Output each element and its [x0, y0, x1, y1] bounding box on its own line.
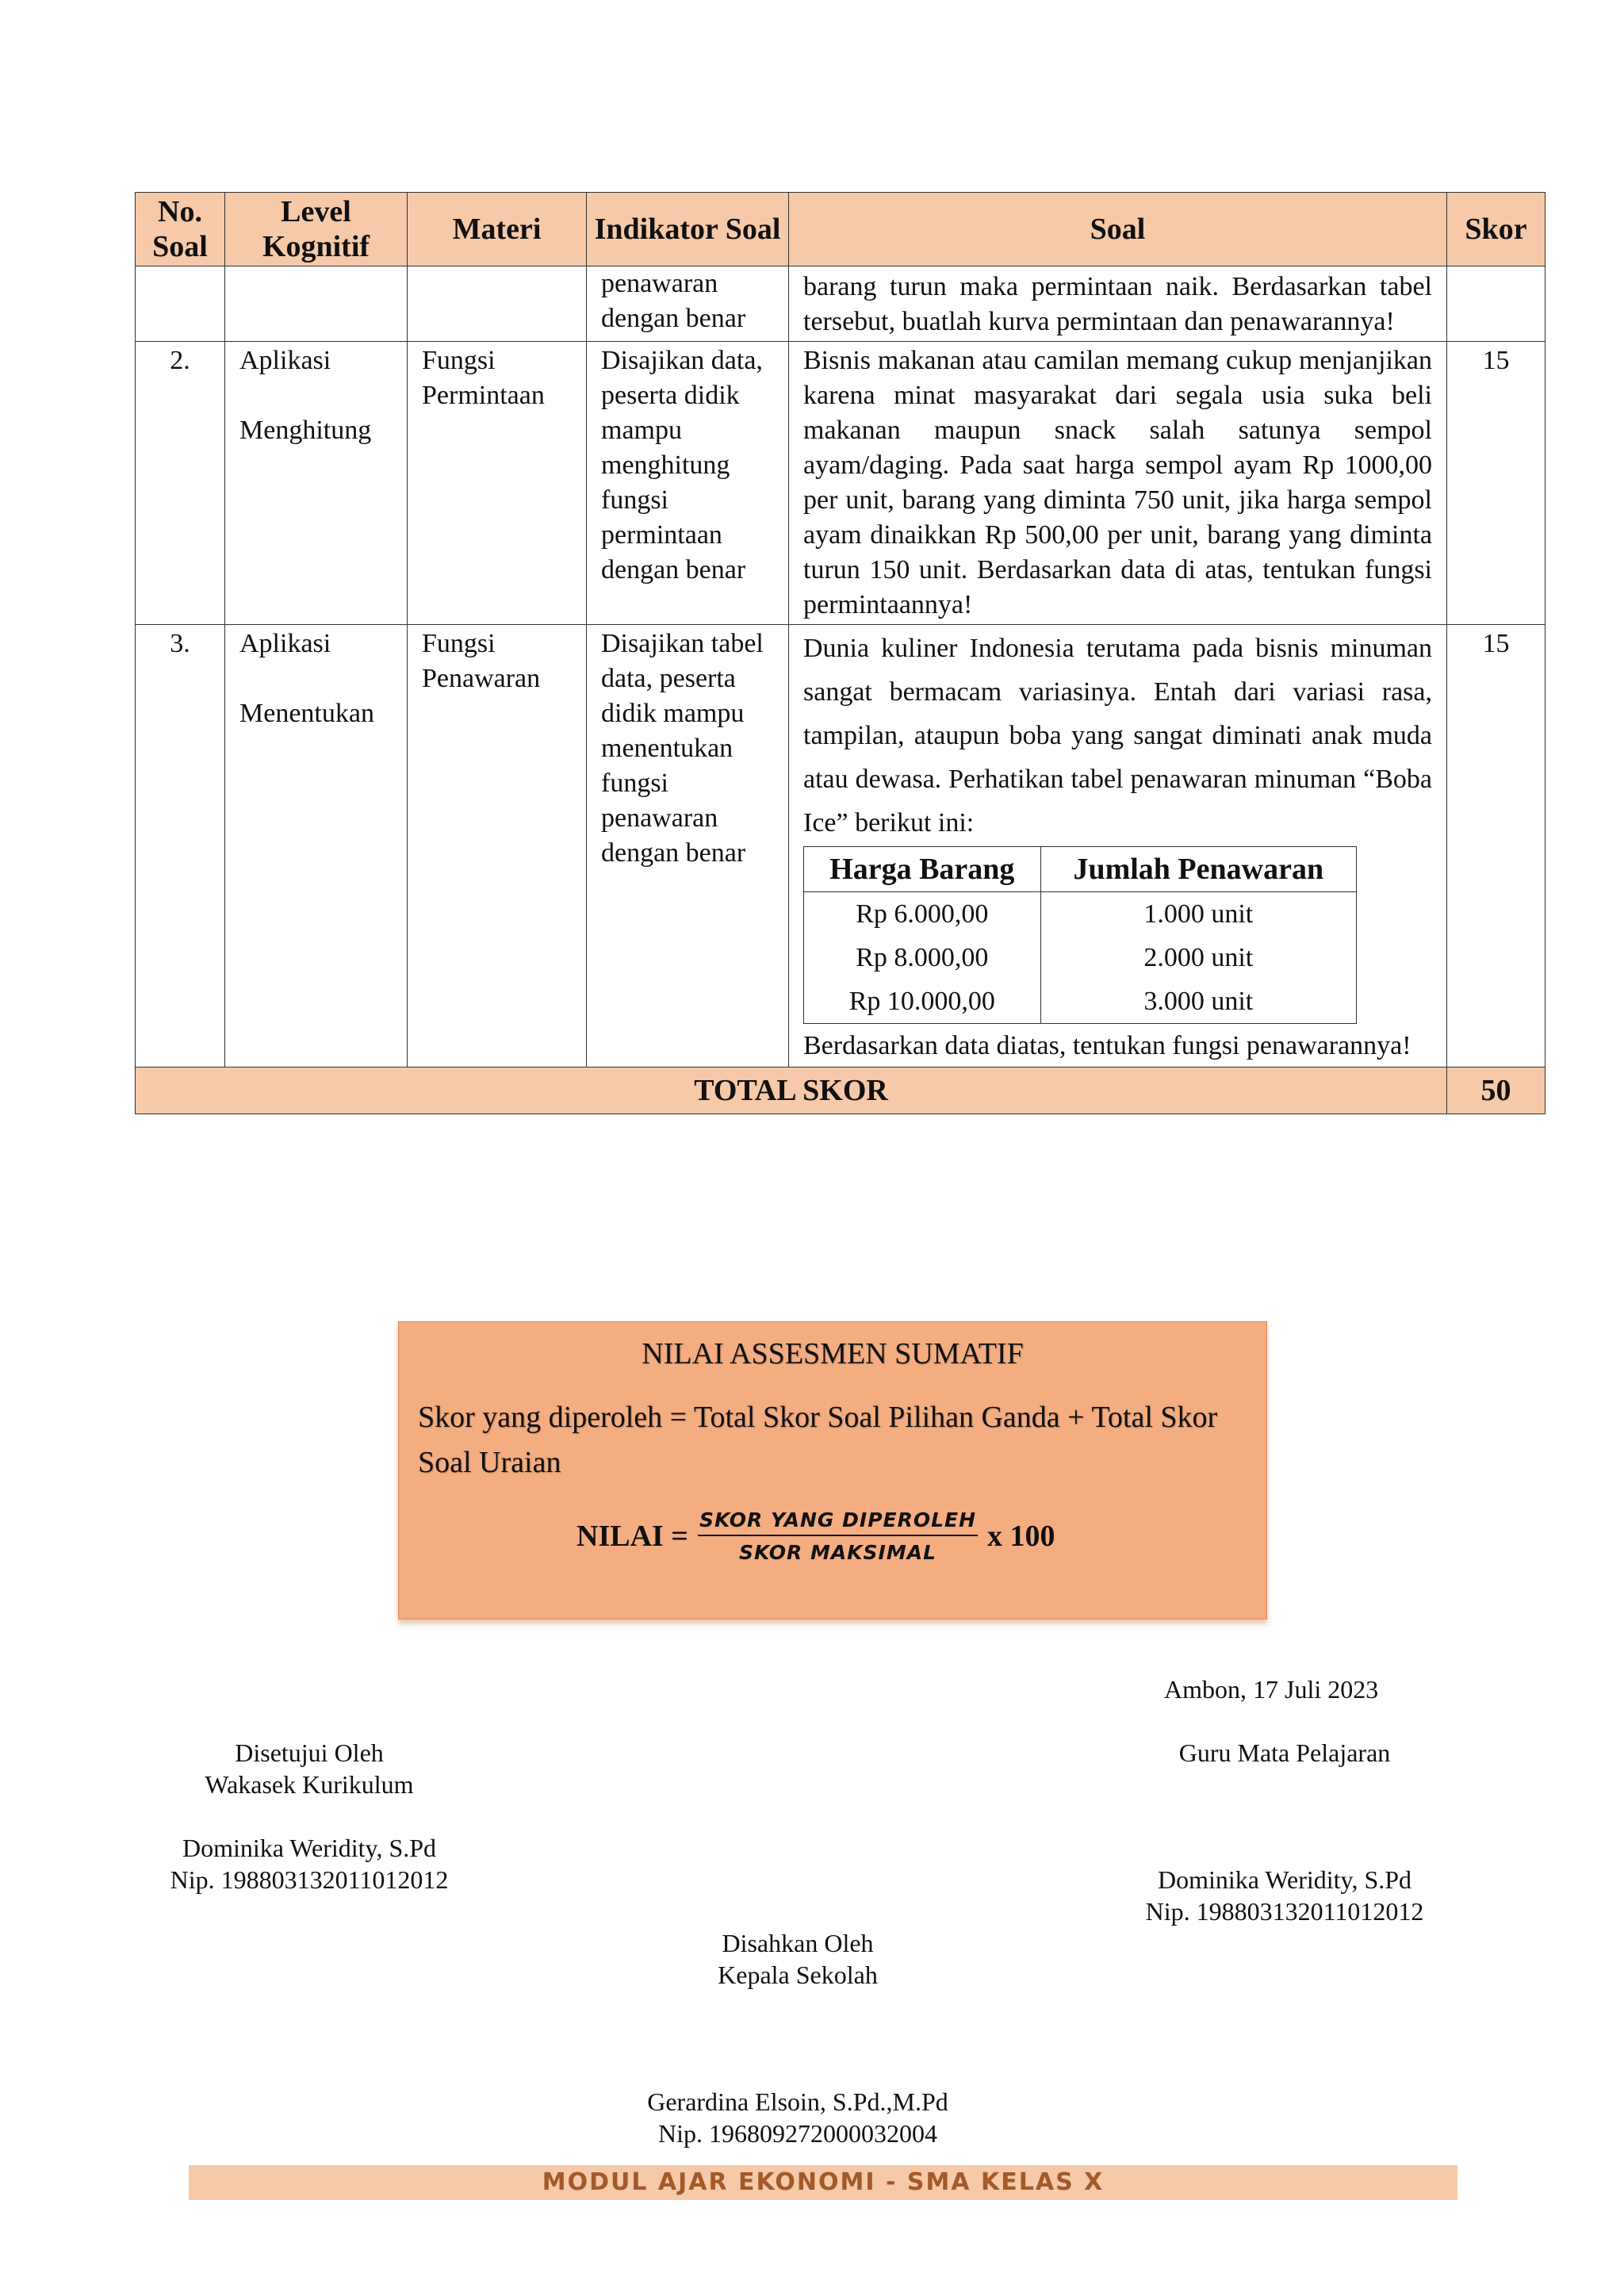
cell-no: 2. — [136, 342, 225, 625]
cell-materi: Fungsi Penawaran — [408, 625, 587, 1068]
supply-table-header — [804, 847, 1357, 892]
formula-multiplier: x 100 — [987, 1520, 1055, 1553]
table-header-row — [136, 193, 1545, 266]
signature-right — [1126, 1737, 1443, 1927]
signature-left-line1: Disetujui Oleh — [235, 1738, 384, 1767]
header-skor: Skor — [1447, 193, 1545, 266]
page-footer: MODUL AJAR EKONOMI - SMA KELAS X — [189, 2165, 1457, 2200]
supply-cell-jumlah: 3.000 unit — [1040, 979, 1356, 1024]
cell-soal — [789, 625, 1447, 1068]
signature-left — [151, 1737, 468, 1895]
soal-outro: Berdasarkan data diatas, tentukan fungsi penawarannya! — [803, 1031, 1411, 1060]
supply-header-jumlah: Jumlah Penawaran — [1040, 847, 1356, 892]
cell-skor: 15 — [1447, 342, 1545, 625]
supply-cell-jumlah: 2.000 unit — [1040, 936, 1356, 979]
cell-soal: Bisnis makanan atau camilan memang cukup menjanjikan karena minat masyarakat dari segala usia suka beli makanan maupun snack salah satunya sempol ayam/daging. Pada saat harga sempol ayam Rp 1000,00 per unit, barang yang diminta 750 unit, jika harga sempol ayam dinaikkan Rp 500,00 per unit, barang yang diminta turun 150 unit. Berdasarkan data di atas, tentukan fungsi permintaannya! — [789, 342, 1447, 625]
cell-empty — [408, 266, 587, 342]
table-row — [804, 892, 1357, 937]
cell-indikator: Disajikan data, peserta didik mampu menghitung fungsi permintaan dengan benar — [587, 342, 789, 625]
cell-empty — [225, 266, 408, 342]
table-row — [804, 936, 1357, 979]
signature-center-line2: Kepala Sekolah — [718, 1961, 878, 1989]
level-line: Aplikasi — [239, 346, 331, 375]
cell-indikator: Disajikan tabel data, peserta didik mampu menentukan fungsi penawaran dengan benar — [587, 625, 789, 1068]
soal-intro: Dunia kuliner Indonesia terutama pada bisnis minuman sangat bermacam variasinya. Entah dari variasi rasa, tampilan, ataupun boba yang sangat diminati anak muda atau dewasa. Perhatikan tabel penawaran minuman “Boba Ice” berikut ini: — [803, 634, 1432, 838]
header-level-kognitif: Level Kognitif — [225, 193, 408, 266]
table-row — [804, 979, 1357, 1024]
formula-numerator: SKOR YANG DIPEROLEH — [698, 1508, 978, 1536]
signature-right-name: Dominika Weridity, S.Pd — [1157, 1865, 1412, 1894]
signature-left-name: Dominika Weridity, S.Pd — [182, 1834, 437, 1862]
signature-center-nip: Nip. 196809272000032004 — [658, 2119, 937, 2148]
header-materi: Materi — [408, 193, 587, 266]
table-row-continuation — [136, 266, 1545, 342]
supply-cell-harga: Rp 10.000,00 — [804, 979, 1041, 1024]
cell-indikator: penawaran dengan benar — [587, 266, 789, 342]
supply-table — [803, 846, 1357, 1024]
signature-center-name: Gerardina Elsoin, S.Pd.,M.Pd — [647, 2087, 948, 2116]
signature-left-line2: Wakasek Kurikulum — [205, 1770, 414, 1799]
supply-cell-harga: Rp 6.000,00 — [804, 892, 1041, 937]
place-date: Ambon, 17 Juli 2023 — [1164, 1675, 1379, 1704]
header-soal: Soal — [789, 193, 1447, 266]
header-no-soal: No. Soal — [136, 193, 225, 266]
total-label: TOTAL SKOR — [136, 1068, 1447, 1114]
cell-level — [225, 342, 408, 625]
supply-cell-jumlah: 1.000 unit — [1040, 892, 1356, 937]
nilai-assesmen-box — [398, 1321, 1267, 1619]
level-line: Menentukan — [239, 699, 374, 728]
nilai-description: Skor yang diperoleh = Total Skor Soal Pilihan Ganda + Total Skor Soal Uraian — [418, 1401, 1218, 1479]
signature-right-nip: Nip. 198803132011012012 — [1145, 1897, 1424, 1926]
signature-center — [639, 1927, 956, 2149]
supply-header-harga: Harga Barang — [804, 847, 1041, 892]
cell-level — [225, 625, 408, 1068]
supply-cell-harga: Rp 8.000,00 — [804, 936, 1041, 979]
table-row — [136, 625, 1545, 1068]
assessment-table — [135, 192, 1545, 1114]
total-value: 50 — [1447, 1068, 1545, 1114]
cell-materi: Fungsi Permintaan — [408, 342, 587, 625]
cell-no: 3. — [136, 625, 225, 1068]
formula-fraction — [698, 1508, 978, 1564]
cell-empty — [136, 266, 225, 342]
level-line: Menghitung — [239, 416, 372, 445]
cell-empty — [1447, 266, 1545, 342]
nilai-title: NILAI ASSESMEN SUMATIF — [642, 1337, 1024, 1370]
signature-right-role: Guru Mata Pelajaran — [1178, 1738, 1391, 1767]
header-indikator-soal: Indikator Soal — [587, 193, 789, 266]
signature-center-line1: Disahkan Oleh — [722, 1929, 874, 1957]
nilai-formula — [576, 1504, 1055, 1568]
cell-skor: 15 — [1447, 625, 1545, 1068]
formula-denominator: SKOR MAKSIMAL — [738, 1541, 937, 1564]
formula-label: NILAI = — [576, 1520, 688, 1553]
table-row — [136, 342, 1545, 625]
total-row — [136, 1068, 1545, 1114]
signature-left-nip: Nip. 198803132011012012 — [170, 1865, 449, 1894]
cell-soal: barang turun maka permintaan naik. Berdasarkan tabel tersebut, buatlah kurva permintaan dan penawarannya! — [789, 266, 1447, 342]
level-line: Aplikasi — [239, 629, 331, 658]
